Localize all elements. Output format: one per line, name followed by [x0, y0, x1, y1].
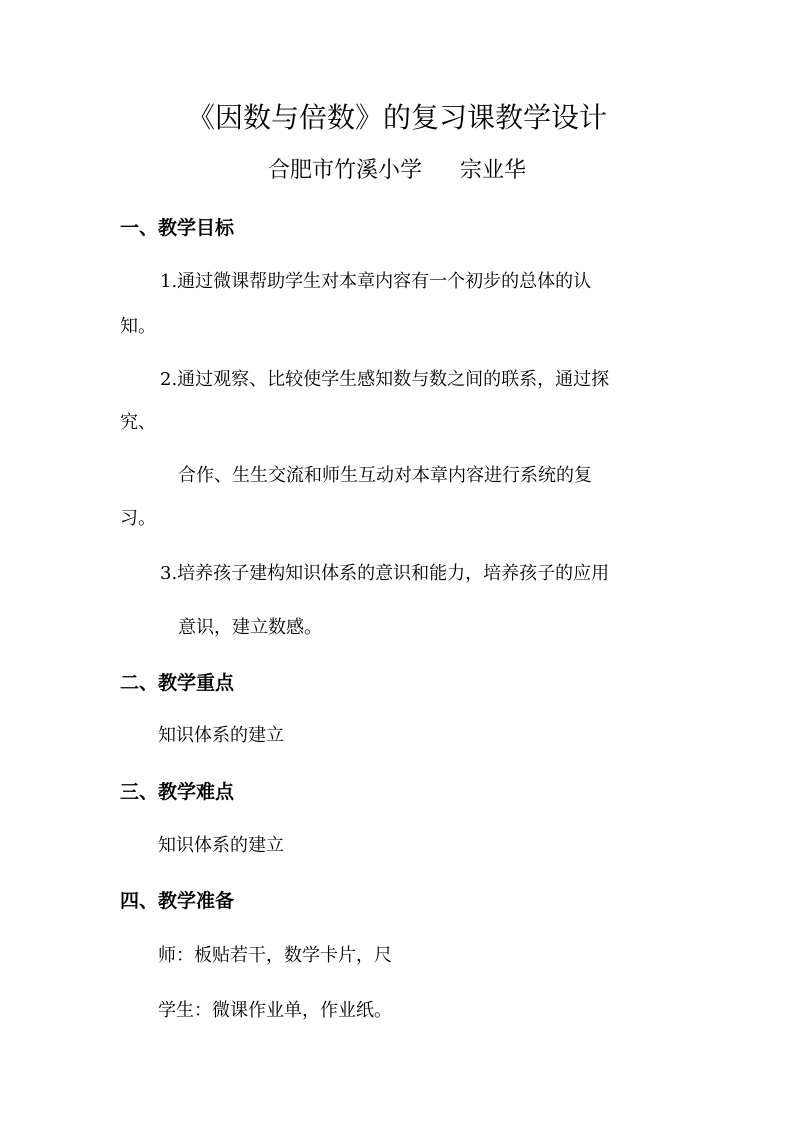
objective-3-line-1: 3.培养孩子建构知识体系的意识和能力，培养孩子的应用	[160, 563, 610, 584]
section-heading-difficulties: 三、教学难点	[120, 781, 235, 803]
objective-1-line-1: 1.通过微课帮助学生对本章内容有一个初步的总体的认	[160, 271, 592, 292]
section-heading-objectives: 一、教学目标	[120, 217, 235, 239]
difficulties-text: 知识体系的建立	[158, 835, 284, 856]
objective-2-line-3: 合作、生生交流和师生互动对本章内容进行系统的复	[178, 465, 592, 486]
document-subtitle	[0, 155, 794, 187]
objective-2-line-1: 2.通过观察、比较使学生感知数与数之间的联系，通过探	[160, 369, 610, 390]
objective-1-line-2: 知。	[120, 316, 156, 337]
key-points-text: 知识体系的建立	[158, 725, 284, 746]
school-name: 合肥市竹溪小学	[267, 158, 422, 183]
objective-2-line-2: 究、	[120, 412, 156, 433]
preparation-teacher: 师：板贴若干，数学卡片，尺	[158, 945, 392, 966]
preparation-students: 学生：微课作业单，作业纸。	[158, 1000, 392, 1021]
document-title: 《因数与倍数》的复习课教学设计	[186, 101, 607, 134]
author-name: 宗业华	[460, 158, 527, 183]
section-heading-preparation: 四、教学准备	[120, 890, 235, 912]
section-heading-key-points: 二、教学重点	[120, 672, 235, 694]
objective-3-line-2: 意识，建立数感。	[178, 617, 322, 638]
objective-2-line-4: 习。	[120, 508, 156, 529]
